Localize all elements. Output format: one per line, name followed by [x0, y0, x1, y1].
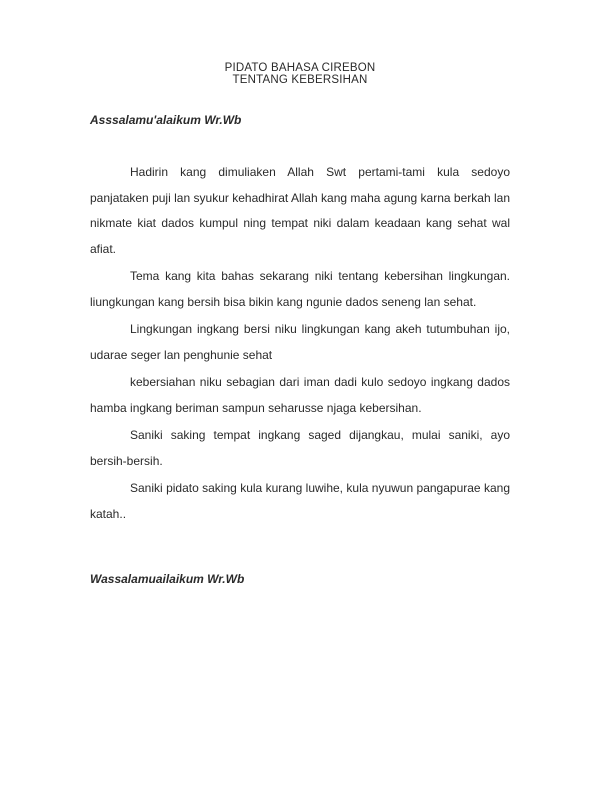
- speech-body: [90, 160, 510, 529]
- opening-greeting: Asssalamu'alaikum Wr.Wb: [90, 113, 242, 127]
- document-title: [0, 62, 600, 86]
- paragraph-6: Saniki pidato saking kula kurang luwihe, kula nyuwun pangapurae kang katah..: [90, 481, 510, 521]
- title-line-1: PIDATO BAHASA CIREBON: [224, 62, 376, 74]
- paragraph-1: Hadirin kang dimuliaken Allah Swt pertami-tami kula sedoyo panjataken puji lan syukur kehadhirat Allah kang maha agung karna berkah lan nikmate kiat dados kumpul ning tempat niki dalam keadaan kang sehat wal afiat.: [90, 165, 510, 256]
- paragraph-3: Lingkungan ingkang bersi niku lingkungan kang akeh tutumbuhan ijo, udarae seger lan penghunie sehat: [90, 322, 510, 362]
- paragraph-5: Saniki saking tempat ingkang saged dijangkau, mulai saniki, ayo bersih-bersih.: [90, 428, 510, 468]
- paragraph-2: Tema kang kita bahas sekarang niki tentang kebersihan lingkungan. liungkungan kang bersih bisa bikin kang ngunie dados seneng lan sehat.: [90, 269, 510, 309]
- closing-greeting: Wassalamuailaikum Wr.Wb: [90, 572, 245, 586]
- paragraph-4: kebersiahan niku sebagian dari iman dadi kulo sedoyo ingkang dados hamba ingkang beriman sampun seharusse njaga kebersihan.: [90, 375, 510, 415]
- title-line-2: TENTANG KEBERSIHAN: [232, 74, 368, 86]
